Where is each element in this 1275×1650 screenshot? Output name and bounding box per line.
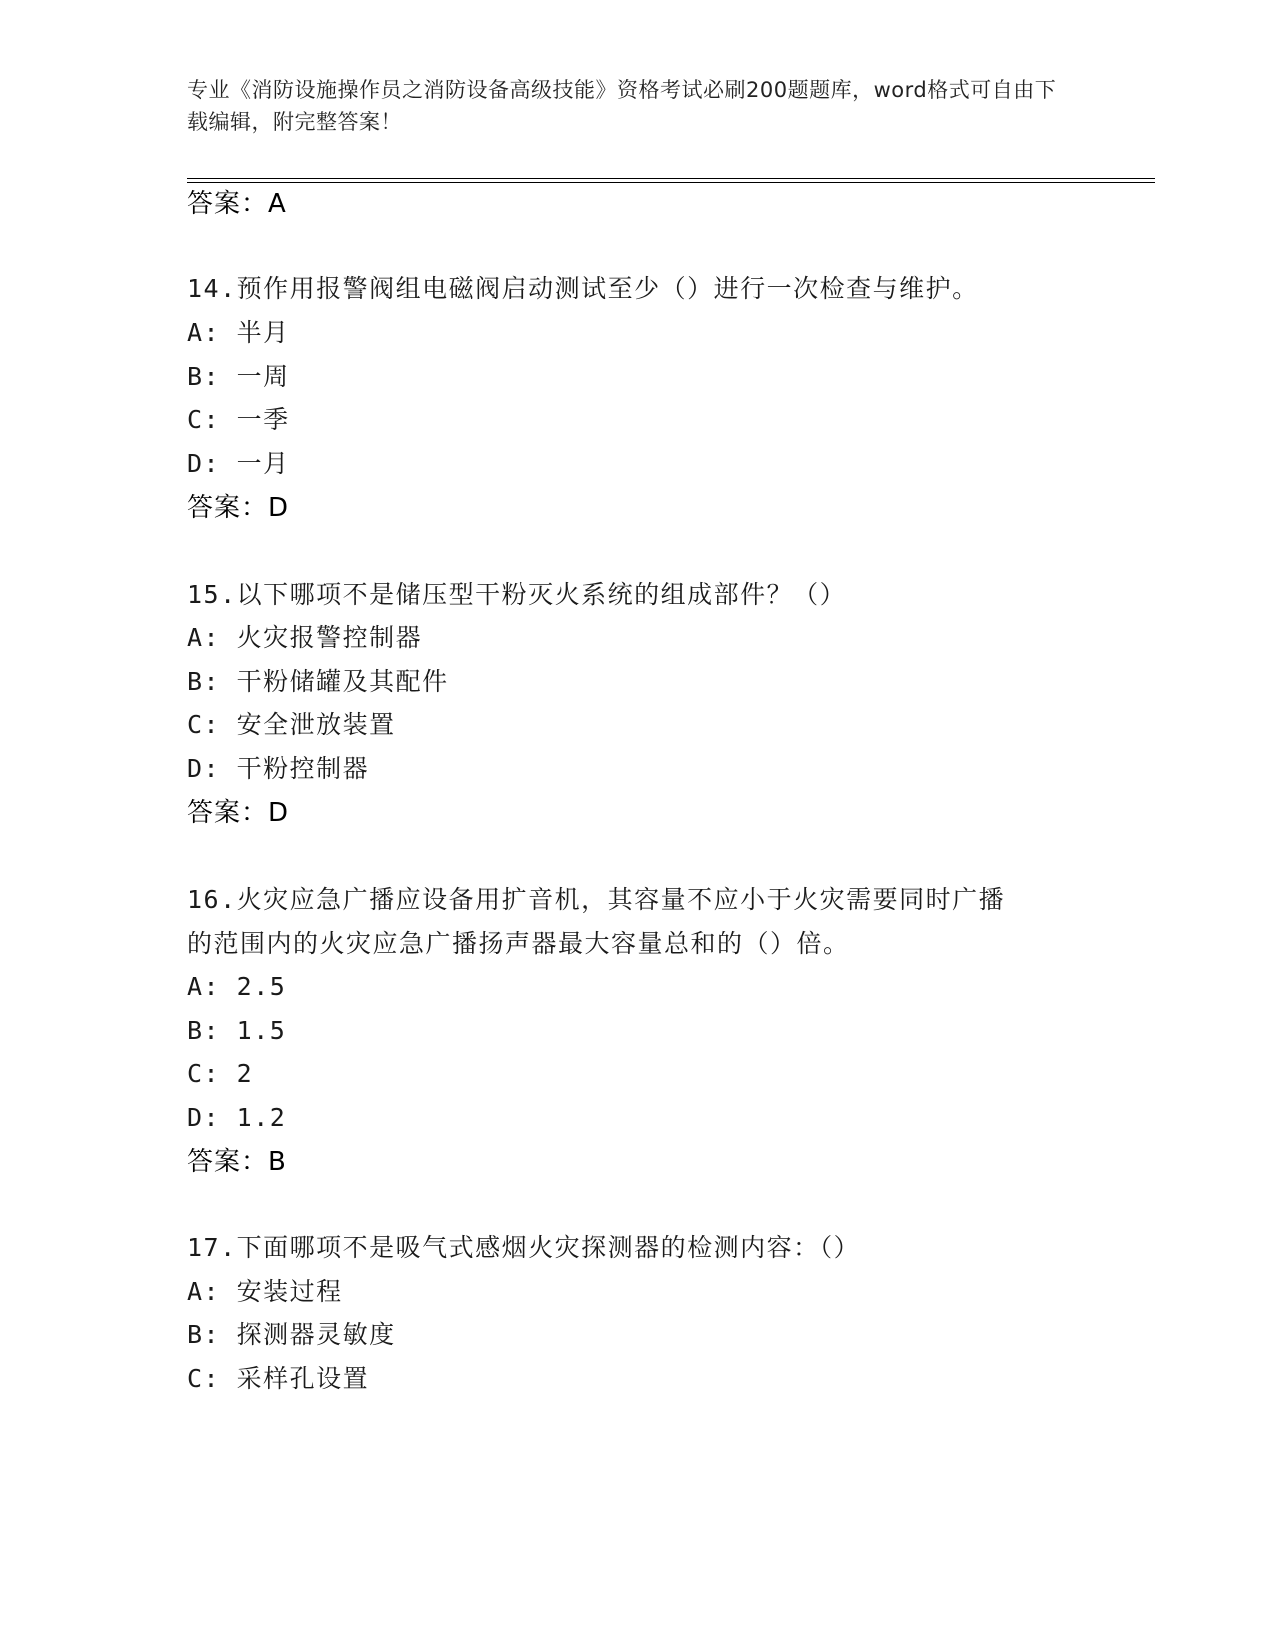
answer-previous: 答案：A	[187, 189, 287, 219]
question-14-option-b: B: 一周	[187, 362, 290, 391]
question-15-option-b: B: 干粉储罐及其配件	[187, 667, 449, 696]
question-17-stem: 17.下面哪项不是吸气式感烟火灾探测器的检测内容：（）	[187, 1233, 861, 1262]
question-17-option-a: A: 安装过程	[187, 1277, 343, 1306]
question-16-answer: 答案：B	[187, 1147, 287, 1177]
question-16-option-b: B: 1.5	[187, 1016, 287, 1045]
question-16-stem-line-2: 的范围内的火灾应急广播扬声器最大容量总和的（）倍。	[187, 929, 850, 958]
question-14-option-c: C: 一季	[187, 405, 290, 434]
question-15-answer: 答案：D	[187, 798, 290, 828]
question-14-option-d: D: 一月	[187, 449, 290, 478]
question-14-answer: 答案：D	[187, 493, 290, 523]
question-17-option-b: B: 探测器灵敏度	[187, 1320, 396, 1349]
question-15-option-c: C: 安全泄放装置	[187, 710, 396, 739]
question-16-option-a: A: 2.5	[187, 972, 287, 1001]
question-15-option-d: D: 干粉控制器	[187, 754, 370, 783]
question-16-option-d: D: 1.2	[187, 1103, 287, 1132]
question-14-stem: 14.预作用报警阀组电磁阀启动测试至少（）进行一次检查与维护。	[187, 274, 979, 303]
question-17-option-c: C: 采样孔设置	[187, 1364, 370, 1393]
header-divider	[187, 178, 1155, 183]
question-16-stem-line-1: 16.火灾应急广播应设备用扩音机，其容量不应小于火灾需要同时广播	[187, 885, 1006, 914]
question-14-option-a: A: 半月	[187, 318, 290, 347]
question-15-stem: 15.以下哪项不是储压型干粉灭火系统的组成部件？（）	[187, 580, 847, 609]
document-header: 专业《消防设施操作员之消防设备高级技能》资格考试必刷200题题库，word格式可自由下载编辑，附完整答案！	[187, 78, 1057, 134]
question-15-option-a: A: 火灾报警控制器	[187, 623, 423, 652]
question-16-option-c: C: 2	[187, 1059, 254, 1088]
